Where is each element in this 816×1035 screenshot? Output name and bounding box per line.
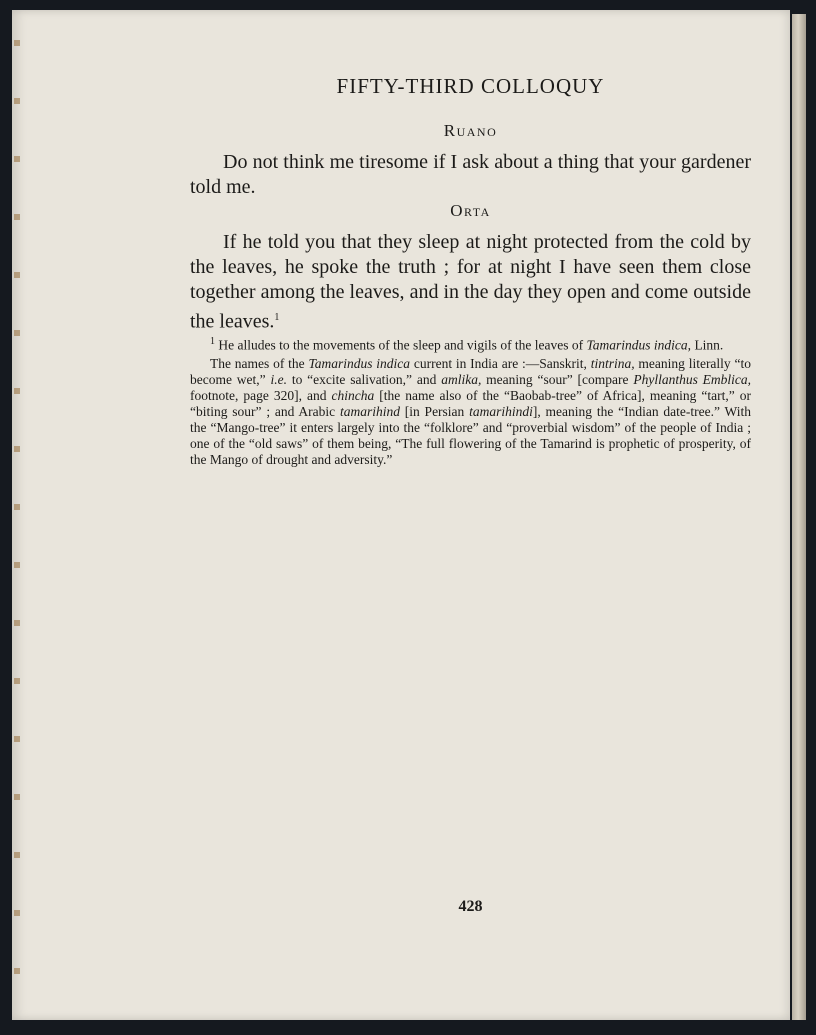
fn2-n: tamarihind — [339, 403, 400, 419]
footnote-reference: 1 — [274, 312, 280, 323]
running-header: FIFTY-THIRD COLLOQUY — [336, 74, 605, 98]
footnote-1-lead: He alludes to the movements of the sleep and vigils of the leaves of — [218, 337, 587, 353]
fn2-h: amlika, — [441, 371, 482, 387]
speech-ruano-text: Do not think me tiresome if I ask about a thing that your gardener told me. — [190, 151, 751, 198]
speech-ruano — [190, 150, 751, 200]
fn2-c: current in India are :—Sanskrit, — [410, 355, 591, 371]
fn2-g: to “excite salivation,” and — [287, 371, 442, 387]
page-number: 428 — [458, 898, 483, 915]
footnotes — [190, 334, 751, 470]
fn2-a: The names of the — [210, 355, 309, 371]
fn2-i: meaning “sour” [compare — [481, 371, 634, 387]
fn2-p: tamarihindi — [469, 403, 533, 419]
footnote-1-term: Tamarindus indica, — [586, 337, 692, 353]
footnote-2 — [190, 356, 751, 468]
fn2-l: chincha — [331, 387, 375, 403]
fn2-o: [in Persian — [399, 403, 470, 419]
binding-marks — [14, 40, 20, 1000]
fn2-f: i.e. — [270, 371, 287, 387]
fn2-k: footnote, page 320], and — [190, 387, 332, 403]
page-edge — [792, 14, 806, 1020]
speech-orta — [190, 230, 751, 335]
footnote-1-tail: Linn. — [691, 337, 724, 353]
speech-orta-text: If he told you that they sleep at night protected from the cold by the leaves, he spoke the truth ; for at night I have seen them close together among the leaves, and in the day they open and come outside the leaves. — [190, 231, 751, 333]
fn2-m: [the name also of the “Baobab-tree” of Africa], meaning “tart,” or “biting sour” ; and Arabic — [190, 387, 751, 419]
fn2-j: Phyllanthus Emblica, — [633, 371, 752, 387]
footnote-1 — [190, 334, 751, 354]
footnote-mark: 1 — [210, 336, 215, 347]
fn2-e: meaning literally “to become wet,” — [190, 355, 751, 387]
fn2-q: ], meaning the “Indian date-tree.” With the “Mango-tree” it enters largely into the “folklore” and “proverbial wisdom” of the people of India ; one of the “old saws” of them being, “The full flowering of the Tamarind is prophetic of prosperity, of the Mango of drought and adversity.” — [190, 403, 751, 467]
speaker-orta: Orta — [450, 201, 491, 220]
speaker-ruano: Ruano — [443, 121, 498, 140]
fn2-b: Tamarindus indica — [308, 355, 411, 371]
fn2-d: tintrina, — [590, 355, 635, 371]
